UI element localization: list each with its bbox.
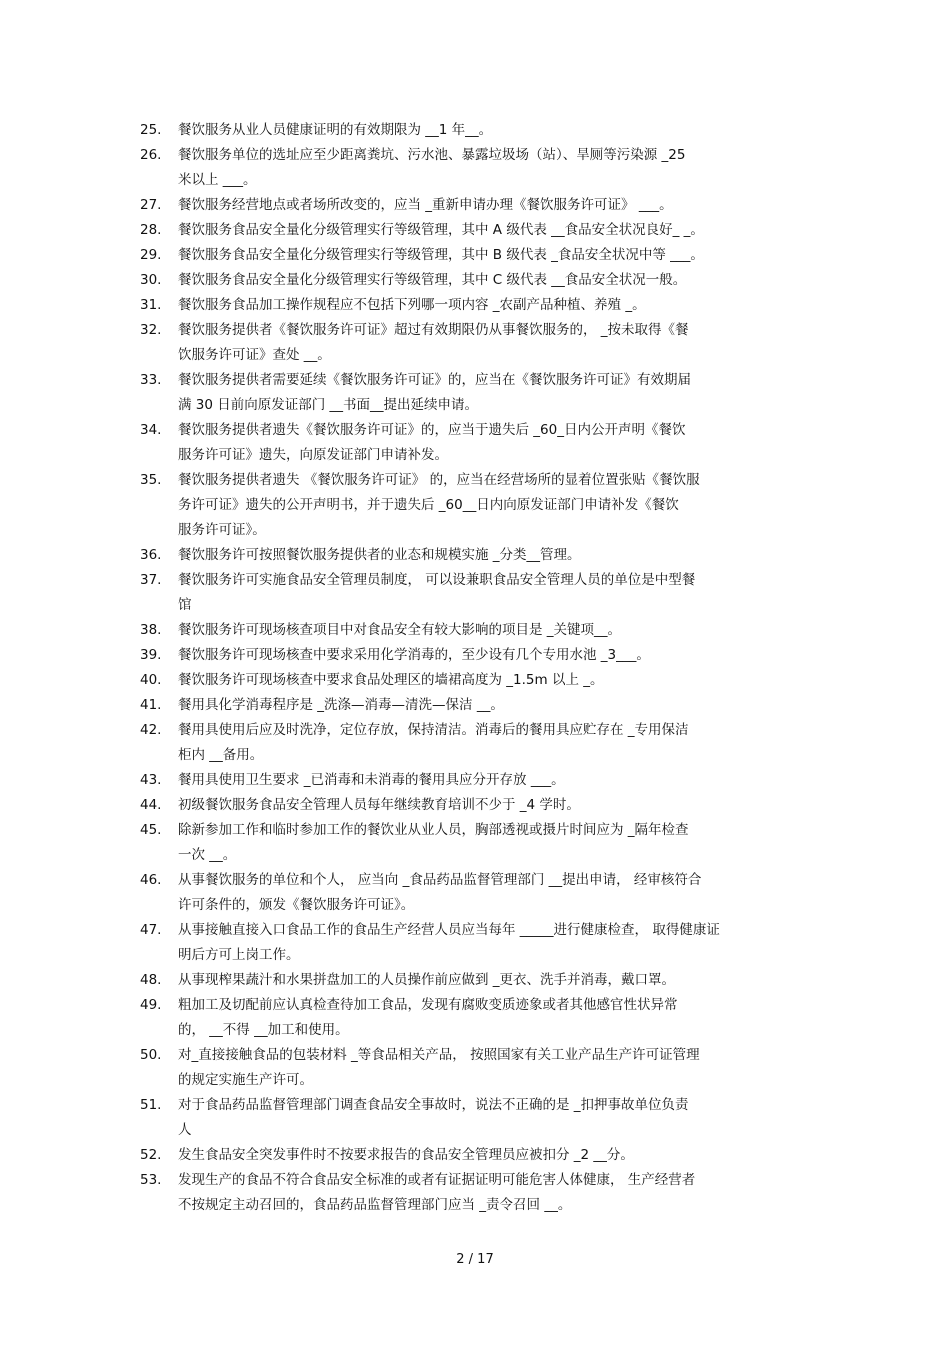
question-number: 43. bbox=[140, 772, 162, 788]
question-line: 餐饮服务许可按照餐饮服务提供者的业态和规模实施 _分类__管理。 bbox=[178, 547, 581, 563]
question-item bbox=[140, 643, 820, 668]
question-number: 27. bbox=[140, 197, 162, 213]
question-line: 餐饮服务单位的选址应至少距离粪坑、污水池、暴露垃圾场（站）、旱厕等污染源 _25 bbox=[178, 147, 686, 163]
question-number: 29. bbox=[140, 247, 162, 263]
question-item bbox=[140, 618, 820, 643]
question-line: 人 bbox=[178, 1122, 192, 1138]
question-number: 52. bbox=[140, 1147, 162, 1163]
question-item bbox=[140, 143, 820, 193]
question-text bbox=[178, 918, 820, 968]
question-line: 米以上 ___。 bbox=[178, 172, 257, 188]
question-line: 从事现榨果蔬汁和水果拼盘加工的人员操作前应做到 _更衣、洗手并消毒，戴口罩。 bbox=[178, 972, 676, 988]
question-list bbox=[140, 118, 820, 1218]
question-number: 42. bbox=[140, 722, 162, 738]
question-line: 对于食品药品监督管理部门调查食品安全事故时，说法不正确的是 _扣押事故单位负责 bbox=[178, 1097, 689, 1113]
question-line: 的规定实施生产许可。 bbox=[178, 1072, 313, 1088]
question-text bbox=[178, 643, 820, 668]
question-text bbox=[178, 793, 820, 818]
question-text bbox=[178, 718, 820, 768]
question-line: 除新参加工作和临时参加工作的餐饮业从业人员，胸部透视或摄片时间应为 _隔年检查 bbox=[178, 822, 689, 838]
question-item bbox=[140, 768, 820, 793]
question-text bbox=[178, 1168, 820, 1218]
question-number: 46. bbox=[140, 872, 162, 888]
question-line: 餐用具化学消毒程序是 _洗涤—消毒—清洗—保洁 __。 bbox=[178, 697, 504, 713]
question-text bbox=[178, 468, 820, 543]
question-item bbox=[140, 1043, 820, 1093]
question-number: 45. bbox=[140, 822, 162, 838]
question-line: 不按规定主动召回的，食品药品监督管理部门应当 _责令召回 __。 bbox=[178, 1197, 572, 1213]
question-item bbox=[140, 1143, 820, 1168]
question-line: 餐饮服务许可实施食品安全管理员制度， 可以设兼职食品安全管理人员的单位是中型餐 bbox=[178, 572, 696, 588]
question-number: 50. bbox=[140, 1047, 162, 1063]
page-number: 2 / 17 bbox=[456, 1252, 494, 1267]
question-line: 餐饮服务提供者遗失《餐饮服务许可证》的，应当于遗失后 _60_日内公开声明《餐饮 bbox=[178, 422, 686, 438]
question-line: 餐饮服务食品安全量化分级管理实行等级管理，其中 B 级代表 _食品安全状况中等 ___。 bbox=[178, 247, 704, 263]
question-number: 38. bbox=[140, 622, 162, 638]
question-line: 发生食品安全突发事件时不按要求报告的食品安全管理员应被扣分 _2 __分。 bbox=[178, 1147, 634, 1163]
question-line: 餐饮服务提供者需要延续《餐饮服务许可证》的，应当在《餐饮服务许可证》有效期届 bbox=[178, 372, 691, 388]
question-number: 48. bbox=[140, 972, 162, 988]
question-text bbox=[178, 118, 820, 143]
question-number: 28. bbox=[140, 222, 162, 238]
question-number: 26. bbox=[140, 147, 162, 163]
question-line: 服务许可证》。 bbox=[178, 522, 266, 538]
question-text bbox=[178, 968, 820, 993]
question-number: 47. bbox=[140, 922, 162, 938]
question-line: 餐饮服务食品安全量化分级管理实行等级管理，其中 A 级代表 __食品安全状况良好_ _。 bbox=[178, 222, 704, 238]
question-line: 满 30 日前向原发证部门 __书面__提出延续申请。 bbox=[178, 397, 479, 413]
question-text bbox=[178, 1143, 820, 1168]
question-line: 发现生产的食品不符合食品安全标准的或者有证据证明可能危害人体健康， 生产经营者 bbox=[178, 1172, 696, 1188]
question-text bbox=[178, 618, 820, 643]
question-line: 餐饮服务食品加工操作规程应不包括下列哪一项内容 _农副产品种植、养殖 _。 bbox=[178, 297, 646, 313]
question-item bbox=[140, 268, 820, 293]
question-line: 从事餐饮服务的单位和个人， 应当向 _食品药品监督管理部门 __提出申请， 经审核符合 bbox=[178, 872, 702, 888]
question-text bbox=[178, 668, 820, 693]
question-number: 49. bbox=[140, 997, 162, 1013]
question-number: 39. bbox=[140, 647, 162, 663]
question-item bbox=[140, 293, 820, 318]
question-text bbox=[178, 693, 820, 718]
question-text bbox=[178, 768, 820, 793]
question-line: 饮服务许可证》查处 __。 bbox=[178, 347, 331, 363]
question-line: 餐饮服务经营地点或者场所改变的，应当 _重新申请办理《餐饮服务许可证》 ___。 bbox=[178, 197, 673, 213]
question-text bbox=[178, 1043, 820, 1093]
question-item bbox=[140, 1168, 820, 1218]
question-line: 餐用具使用后应及时洗净，定位存放，保持清洁。消毒后的餐用具应贮存在 _专用保洁 bbox=[178, 722, 689, 738]
question-item bbox=[140, 118, 820, 143]
question-text bbox=[178, 818, 820, 868]
question-line: 对_直接接触食品的包装材料 _等食品相关产品， 按照国家有关工业产品生产许可证管理 bbox=[178, 1047, 700, 1063]
question-item bbox=[140, 968, 820, 993]
question-item bbox=[140, 1093, 820, 1143]
question-item bbox=[140, 793, 820, 818]
question-text bbox=[178, 268, 820, 293]
question-text bbox=[178, 143, 820, 193]
question-number: 36. bbox=[140, 547, 162, 563]
question-number: 30. bbox=[140, 272, 162, 288]
question-number: 33. bbox=[140, 372, 162, 388]
question-line: 明后方可上岗工作。 bbox=[178, 947, 300, 963]
question-number: 35. bbox=[140, 472, 162, 488]
question-line: 餐饮服务许可现场核查中要求食品处理区的墙裙高度为 _1.5m 以上 _。 bbox=[178, 672, 604, 688]
question-text bbox=[178, 243, 820, 268]
question-line: 务许可证》遗失的公开声明书，并于遗失后 _60__日内向原发证部门申请补发《餐饮 bbox=[178, 497, 679, 513]
question-item bbox=[140, 993, 820, 1043]
question-line: 的， __不得 __加工和使用。 bbox=[178, 1022, 349, 1038]
question-number: 32. bbox=[140, 322, 162, 338]
question-number: 51. bbox=[140, 1097, 162, 1113]
question-item bbox=[140, 718, 820, 768]
question-item bbox=[140, 243, 820, 268]
question-item bbox=[140, 693, 820, 718]
question-line: 餐饮服务从业人员健康证明的有效期限为 __1 年__。 bbox=[178, 122, 493, 138]
question-item bbox=[140, 368, 820, 418]
question-item bbox=[140, 218, 820, 243]
question-line: 餐饮服务提供者《餐饮服务许可证》超过有效期限仍从事餐饮服务的， _按未取得《餐 bbox=[178, 322, 689, 338]
question-text bbox=[178, 193, 820, 218]
question-text bbox=[178, 868, 820, 918]
question-item bbox=[140, 543, 820, 568]
question-number: 31. bbox=[140, 297, 162, 313]
question-line: 餐饮服务提供者遗失 《餐饮服务许可证》 的，应当在经营场所的显着位置张贴《餐饮服 bbox=[178, 472, 700, 488]
question-line: 从事接触直接入口食品工作的食品生产经营人员应当每年 _____进行健康检查， 取得健康证 bbox=[178, 922, 720, 938]
question-item bbox=[140, 418, 820, 468]
question-number: 41. bbox=[140, 697, 162, 713]
question-text bbox=[178, 543, 820, 568]
question-line: 餐饮服务许可现场核查项目中对食品安全有较大影响的项目是 _关键项__。 bbox=[178, 622, 622, 638]
question-line: 馆 bbox=[178, 597, 192, 613]
question-text bbox=[178, 993, 820, 1043]
question-number: 34. bbox=[140, 422, 162, 438]
question-text bbox=[178, 568, 820, 618]
question-line: 一次 __。 bbox=[178, 847, 237, 863]
question-line: 粗加工及切配前应认真检查待加工食品，发现有腐败变质迹象或者其他感官性状异常 bbox=[178, 997, 678, 1013]
question-line: 服务许可证》遗失，向原发证部门申请补发。 bbox=[178, 447, 448, 463]
question-number: 44. bbox=[140, 797, 162, 813]
question-number: 37. bbox=[140, 572, 162, 588]
question-text bbox=[178, 218, 820, 243]
question-item bbox=[140, 918, 820, 968]
question-text bbox=[178, 1093, 820, 1143]
question-line: 初级餐饮服务食品安全管理人员每年继续教育培训不少于 _4 学时。 bbox=[178, 797, 580, 813]
question-item bbox=[140, 818, 820, 868]
question-item bbox=[140, 318, 820, 368]
question-line: 餐饮服务食品安全量化分级管理实行等级管理，其中 C 级代表 __食品安全状况一般。 bbox=[178, 272, 687, 288]
question-text bbox=[178, 418, 820, 468]
question-text bbox=[178, 318, 820, 368]
question-text bbox=[178, 368, 820, 418]
question-line: 柜内 __备用。 bbox=[178, 747, 264, 763]
question-line: 餐用具使用卫生要求 _已消毒和未消毒的餐用具应分开存放 ___。 bbox=[178, 772, 565, 788]
question-item bbox=[140, 193, 820, 218]
question-item bbox=[140, 468, 820, 543]
question-item bbox=[140, 868, 820, 918]
question-item bbox=[140, 568, 820, 618]
question-number: 25. bbox=[140, 122, 162, 138]
question-text bbox=[178, 293, 820, 318]
question-number: 40. bbox=[140, 672, 162, 688]
question-line: 餐饮服务许可现场核查中要求采用化学消毒的，至少设有几个专用水池 _3___。 bbox=[178, 647, 650, 663]
question-item bbox=[140, 668, 820, 693]
question-line: 许可条件的，颁发《餐饮服务许可证》。 bbox=[178, 897, 415, 913]
question-number: 53. bbox=[140, 1172, 162, 1188]
